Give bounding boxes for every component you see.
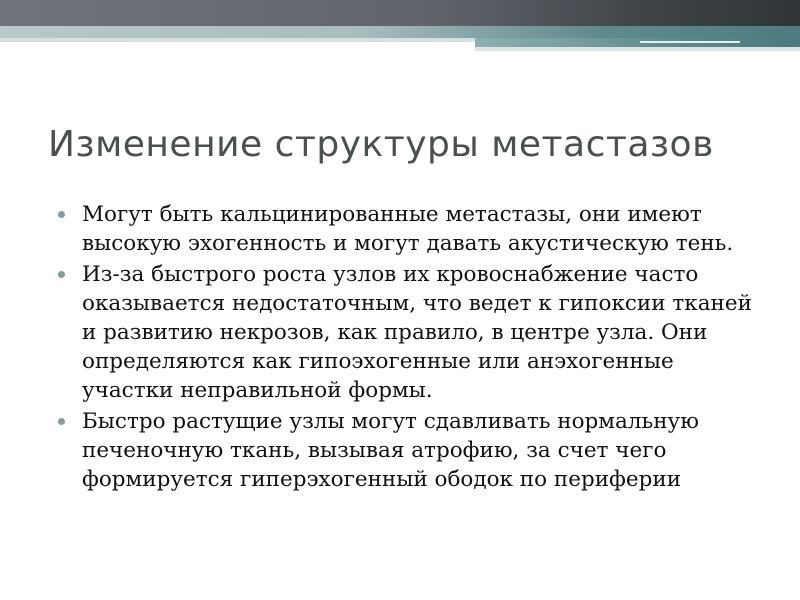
bullet-dot-icon [58,211,65,218]
bullet-text: Могут быть кальцинированные метастазы, они имеют высокую эхогенность и могут давать акустическую тень. [82,202,734,256]
header-highlight-line [640,41,740,43]
header-band-teal [0,26,800,38]
bullet-item [58,200,758,258]
bullet-text: Быстро растущие узлы могут сдавливать нормальную печеночную ткань, вызывая атрофию, за счет чего формируется гиперэхогенный ободок по периферии [82,409,699,492]
bullet-text: Из-за быстрого роста узлов их кровоснабжение часто оказывается недостаточным, что ведет к гипоксии тканей и развитию некрозов, как правило, в центре узла. Они определяются как гипоэхогенные или анэхогенные участки неправильной формы. [82,262,752,403]
bullet-dot-icon [58,271,65,278]
bullet-item [58,407,758,494]
bullet-list [58,200,758,496]
header-band-dark [0,0,800,26]
bullet-item [58,260,758,405]
slide-title: Изменение структуры метастазов [48,124,714,165]
header-band-gray [475,47,800,51]
header-band-light [0,38,475,42]
header-band-teal-step [475,38,800,47]
bullet-dot-icon [58,418,65,425]
